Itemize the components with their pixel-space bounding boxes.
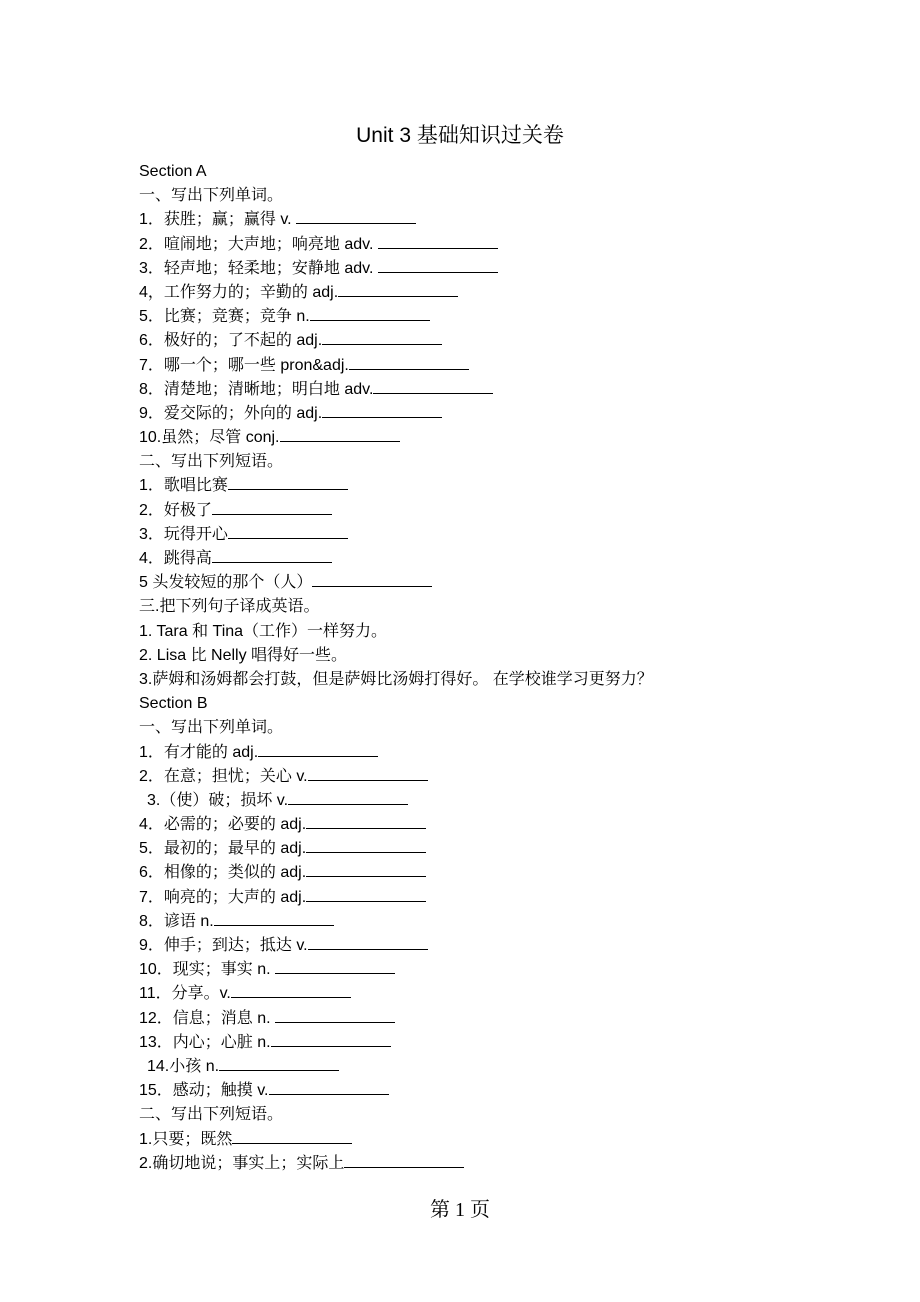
exercise-item (139, 547, 899, 571)
answer-blank[interactable] (275, 1008, 395, 1023)
answer-blank[interactable] (306, 814, 426, 829)
exercise-item (139, 354, 899, 378)
answer-blank[interactable] (344, 1153, 464, 1168)
text-line (139, 450, 899, 474)
answer-blank[interactable] (275, 959, 395, 974)
line-text: 1．有才能的 adj. (139, 743, 259, 761)
exercise-item (139, 741, 899, 765)
text-line (139, 716, 899, 740)
page-number: 第 1 页 (430, 1199, 490, 1221)
exercise-item (139, 982, 899, 1006)
exercise-item (139, 958, 899, 982)
answer-blank[interactable] (312, 572, 432, 587)
line-text: 3.萨姆和汤姆都会打鼓，但是萨姆比汤姆打得好。 在学校谁学习更努力？ (139, 670, 653, 688)
text-line (139, 644, 899, 668)
line-text: 4．必需的；必要的 adj. (139, 816, 307, 834)
line-text: 14.小孩 n. (147, 1057, 220, 1075)
line-text: 3．轻声地；轻柔地；安静地 adv. (139, 259, 378, 277)
answer-blank[interactable] (338, 282, 458, 297)
line-text: 1．歌唱比赛 (139, 477, 228, 495)
line-text: 7．响亮的；大声的 adj. (139, 888, 307, 906)
exercise-item (139, 1079, 899, 1103)
line-text: 一、写出下列单词。 (139, 187, 284, 205)
page-title: Unit 3 基础知识过关卷 (356, 124, 564, 147)
worksheet-body (139, 160, 899, 1176)
text-line (139, 668, 899, 692)
answer-blank[interactable] (306, 887, 426, 902)
exercise-item (139, 837, 899, 861)
exercise-item (139, 305, 899, 329)
line-text: 4，工作努力的；辛勤的 adj. (139, 283, 339, 301)
line-text: 1.只要；既然 (139, 1130, 233, 1148)
answer-blank[interactable] (219, 1056, 339, 1071)
answer-blank[interactable] (378, 234, 498, 249)
answer-blank[interactable] (269, 1080, 389, 1095)
exercise-item (139, 402, 899, 426)
line-text: 2．喧闹地；大声地；响亮地 adv. (139, 235, 378, 253)
exercise-item (139, 1152, 899, 1176)
exercise-item (139, 474, 899, 498)
line-text: 2．好极了 (139, 501, 212, 519)
text-line (139, 1103, 899, 1127)
line-text: 2.确切地说；事实上；实际上 (139, 1154, 345, 1172)
line-text: 13．内心；心脏 n. (139, 1033, 271, 1051)
answer-blank[interactable] (280, 427, 400, 442)
answer-blank[interactable] (232, 1129, 352, 1144)
answer-blank[interactable] (296, 209, 416, 224)
exercise-item (139, 910, 899, 934)
line-text: 6．相像的；类似的 adj. (139, 864, 307, 882)
answer-blank[interactable] (322, 403, 442, 418)
answer-blank[interactable] (308, 935, 428, 950)
line-text: 2. Lisa 比 Nelly 唱得好一些。 (139, 646, 348, 664)
exercise-item (139, 765, 899, 789)
answer-blank[interactable] (310, 306, 430, 321)
exercise-item (139, 329, 899, 353)
line-text: 二、写出下列短语。 (139, 453, 284, 471)
exercise-item (139, 886, 899, 910)
exercise-item (139, 934, 899, 958)
exercise-item (139, 208, 899, 232)
line-text: 12．信息；消息 n. (139, 1009, 276, 1027)
exercise-item (139, 1007, 899, 1031)
line-text: 9．爱交际的；外向的 adj. (139, 404, 323, 422)
line-text: 5 头发较短的那个（人） (139, 574, 313, 592)
line-text: 4．跳得高 (139, 550, 212, 567)
line-text: 2．在意；担忧；关心 v. (139, 767, 308, 785)
line-text: 1．获胜；赢；赢得 v. (139, 211, 297, 229)
line-text: 6．极好的；了不起的 adj. (139, 332, 323, 350)
answer-blank[interactable] (306, 862, 426, 877)
exercise-item (139, 861, 899, 885)
text-line (139, 160, 899, 184)
line-text: 11．分享。v. (139, 985, 231, 1003)
line-text: 10.虽然；尽管 conj. (139, 429, 280, 447)
answer-blank[interactable] (212, 500, 332, 515)
line-text: 5．比赛；竞赛；竞争 n. (139, 308, 310, 326)
exercise-item (139, 571, 899, 595)
line-text: 7．哪一个；哪一些 pron&adj. (139, 356, 349, 374)
line-text: 8．谚语 n. (139, 912, 214, 930)
answer-blank[interactable] (214, 911, 334, 926)
answer-blank[interactable] (288, 790, 408, 805)
text-line (139, 692, 899, 716)
answer-blank[interactable] (228, 475, 348, 490)
line-text: 9．伸手；到达；抵达 v. (139, 937, 308, 954)
text-line (139, 184, 899, 208)
exercise-item (139, 426, 899, 450)
answer-blank[interactable] (322, 330, 442, 345)
line-text: 二、写出下列短语。 (139, 1106, 284, 1124)
exercise-item (139, 257, 899, 281)
line-text: 一、写出下列单词。 (139, 719, 284, 737)
line-text: Section A (139, 163, 207, 180)
text-line (139, 620, 899, 644)
line-text: 10．现实；事实 n. (139, 961, 276, 979)
answer-blank[interactable] (306, 838, 426, 853)
line-text: 3．玩得开心 (139, 525, 228, 543)
exercise-item (139, 789, 899, 813)
answer-blank[interactable] (228, 524, 348, 539)
exercise-item (139, 523, 899, 547)
exercise-item (139, 1031, 899, 1055)
exercise-item (139, 1055, 899, 1079)
line-text: 8．清楚地；清晰地；明白地 adv. (139, 380, 374, 398)
line-text: 1. Tara 和 Tina（工作）一样努力。 (139, 622, 388, 640)
exercise-item (139, 499, 899, 523)
line-text: 5．最初的；最早的 adj. (139, 840, 307, 858)
answer-blank[interactable] (258, 742, 378, 757)
exercise-item (139, 233, 899, 257)
exercise-item (139, 281, 899, 305)
line-text: 三.把下列句子译成英语。 (139, 598, 320, 616)
answer-blank[interactable] (349, 355, 469, 370)
exercise-item (139, 813, 899, 837)
answer-blank[interactable] (212, 548, 332, 563)
line-text: Section B (139, 695, 208, 713)
text-line (139, 595, 899, 619)
exercise-item (139, 378, 899, 402)
answer-blank[interactable] (308, 766, 428, 781)
answer-blank[interactable] (231, 983, 351, 998)
answer-blank[interactable] (373, 379, 493, 394)
exercise-item (139, 1128, 899, 1152)
answer-blank[interactable] (378, 258, 498, 273)
line-text: 15．感动；触摸 v. (139, 1082, 269, 1100)
line-text: 3.（使）破；损坏 v. (147, 791, 289, 809)
answer-blank[interactable] (271, 1032, 391, 1047)
